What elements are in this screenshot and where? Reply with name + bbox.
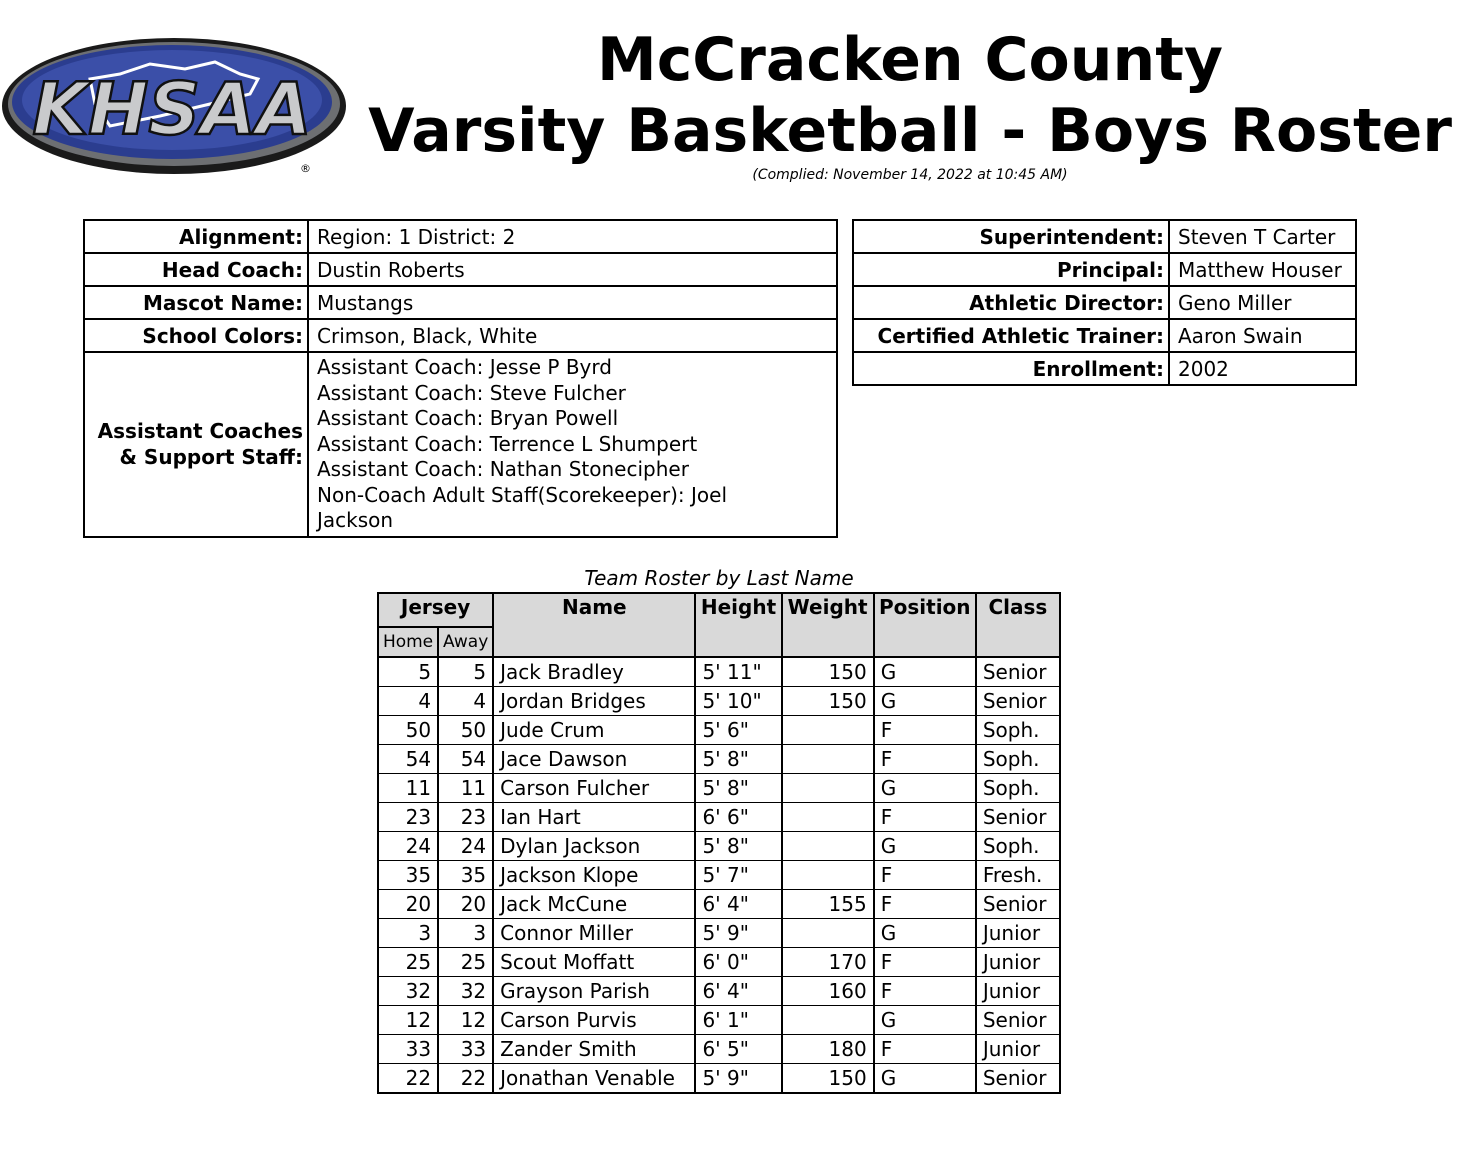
player-height: 5' 9" <box>695 1064 781 1094</box>
player-position: G <box>874 919 976 948</box>
player-name: Carson Purvis <box>493 1006 695 1035</box>
player-class: Soph. <box>976 774 1060 803</box>
player-weight <box>782 774 874 803</box>
player-weight: 170 <box>782 948 874 977</box>
info-row-mascot <box>84 286 837 319</box>
info-value: Crimson, Black, White <box>308 319 837 352</box>
info-value: Dustin Roberts <box>308 253 837 286</box>
page-subtitle: Varsity Basketball - Boys Roster <box>368 96 1452 166</box>
jersey-away: 12 <box>438 1006 493 1035</box>
col-header-home: Home <box>378 627 438 657</box>
info-row-athletic-director <box>853 286 1356 319</box>
info-label: School Colors: <box>84 319 308 352</box>
player-name: Jack McCune <box>493 890 695 919</box>
col-header-height: Height <box>695 593 781 657</box>
table-row <box>378 832 1060 861</box>
jersey-home: 35 <box>378 861 438 890</box>
player-class: Soph. <box>976 832 1060 861</box>
player-class: Senior <box>976 657 1060 687</box>
player-height: 5' 7" <box>695 861 781 890</box>
player-position: G <box>874 1064 976 1094</box>
player-name: Carson Fulcher <box>493 774 695 803</box>
info-row-trainer <box>853 319 1356 352</box>
logo-text: KHSAA <box>32 67 312 151</box>
jersey-home: 22 <box>378 1064 438 1094</box>
player-position: F <box>874 948 976 977</box>
info-row-staff <box>84 352 837 537</box>
info-value: 2002 <box>1169 352 1356 385</box>
table-row <box>378 687 1060 716</box>
player-height: 5' 11" <box>695 657 781 687</box>
info-row-alignment <box>84 220 837 253</box>
info-label: Alignment: <box>84 220 308 253</box>
info-value: Mustangs <box>308 286 837 319</box>
staff-label-line: & Support Staff: <box>119 445 303 470</box>
info-label: Principal: <box>853 253 1169 286</box>
info-value: Region: 1 District: 2 <box>308 220 837 253</box>
staff-list <box>308 352 837 537</box>
player-height: 5' 8" <box>695 774 781 803</box>
player-name: Jackson Klope <box>493 861 695 890</box>
table-row <box>378 803 1060 832</box>
jersey-away: 22 <box>438 1064 493 1094</box>
col-header-jersey: Jersey <box>378 593 493 627</box>
player-position: G <box>874 687 976 716</box>
roster-body <box>378 657 1060 1093</box>
jersey-home: 25 <box>378 948 438 977</box>
player-height: 5' 8" <box>695 745 781 774</box>
player-class: Senior <box>976 687 1060 716</box>
jersey-away: 20 <box>438 890 493 919</box>
info-row-head-coach <box>84 253 837 286</box>
jersey-away: 32 <box>438 977 493 1006</box>
player-weight: 150 <box>782 1064 874 1094</box>
player-position: F <box>874 1035 976 1064</box>
player-name: Jude Crum <box>493 716 695 745</box>
col-header-class: Class <box>976 593 1060 657</box>
info-value: Aaron Swain <box>1169 319 1356 352</box>
player-position: F <box>874 890 976 919</box>
khsaa-logo <box>0 34 350 179</box>
roster-table <box>377 592 1061 1094</box>
player-position: G <box>874 774 976 803</box>
player-position: F <box>874 803 976 832</box>
jersey-away: 3 <box>438 919 493 948</box>
player-class: Junior <box>976 948 1060 977</box>
player-class: Senior <box>976 1064 1060 1094</box>
compiled-date: (Complied: November 14, 2022 at 10:45 AM) <box>752 167 1068 183</box>
staff-item: Jackson <box>317 508 394 532</box>
staff-item: Assistant Coach: Steve Fulcher <box>317 380 626 405</box>
admin-info-table <box>852 219 1357 386</box>
jersey-away: 33 <box>438 1035 493 1064</box>
table-row <box>378 774 1060 803</box>
player-weight <box>782 745 874 774</box>
jersey-home: 33 <box>378 1035 438 1064</box>
player-class: Junior <box>976 919 1060 948</box>
roster-caption: Team Roster by Last Name <box>584 566 854 590</box>
jersey-home: 54 <box>378 745 438 774</box>
player-position: F <box>874 716 976 745</box>
staff-item: Assistant Coach: Bryan Powell <box>317 406 619 430</box>
info-value: Geno Miller <box>1169 286 1356 319</box>
player-weight <box>782 861 874 890</box>
player-height: 6' 1" <box>695 1006 781 1035</box>
jersey-home: 20 <box>378 890 438 919</box>
info-value: Matthew Houser <box>1169 253 1356 286</box>
table-row <box>378 745 1060 774</box>
school-info-table <box>83 219 838 538</box>
info-label: Athletic Director: <box>853 286 1169 319</box>
jersey-away: 35 <box>438 861 493 890</box>
player-name: Connor Miller <box>493 919 695 948</box>
jersey-home: 50 <box>378 716 438 745</box>
jersey-home: 3 <box>378 919 438 948</box>
player-class: Junior <box>976 977 1060 1006</box>
jersey-home: 24 <box>378 832 438 861</box>
player-weight: 180 <box>782 1035 874 1064</box>
player-weight <box>782 919 874 948</box>
jersey-home: 12 <box>378 1006 438 1035</box>
player-name: Scout Moffatt <box>493 948 695 977</box>
staff-item: Assistant Coach: Jesse P Byrd <box>317 355 612 379</box>
player-class: Soph. <box>976 716 1060 745</box>
player-class: Senior <box>976 1006 1060 1035</box>
player-name: Ian Hart <box>493 803 695 832</box>
player-class: Soph. <box>976 745 1060 774</box>
jersey-home: 32 <box>378 977 438 1006</box>
player-height: 5' 6" <box>695 716 781 745</box>
player-height: 6' 6" <box>695 803 781 832</box>
info-label: Superintendent: <box>853 220 1169 253</box>
player-position: F <box>874 861 976 890</box>
staff-item: Non-Coach Adult Staff(Scorekeeper): Joel <box>317 482 728 507</box>
player-class: Senior <box>976 890 1060 919</box>
table-row <box>378 1006 1060 1035</box>
jersey-away: 54 <box>438 745 493 774</box>
jersey-home: 5 <box>378 657 438 687</box>
col-header-away: Away <box>438 627 493 657</box>
player-weight <box>782 803 874 832</box>
table-row <box>378 716 1060 745</box>
table-row <box>378 977 1060 1006</box>
table-row <box>378 1064 1060 1094</box>
player-name: Zander Smith <box>493 1035 695 1064</box>
player-weight: 150 <box>782 657 874 687</box>
player-weight: 160 <box>782 977 874 1006</box>
player-class: Junior <box>976 1035 1060 1064</box>
info-label: Head Coach: <box>84 253 308 286</box>
info-row-principal <box>853 253 1356 286</box>
player-weight <box>782 1006 874 1035</box>
staff-label-line: Assistant Coaches <box>97 419 303 444</box>
col-header-weight: Weight <box>782 593 874 657</box>
player-height: 5' 10" <box>695 687 781 716</box>
table-row <box>378 919 1060 948</box>
jersey-home: 23 <box>378 803 438 832</box>
table-row <box>378 657 1060 687</box>
table-row <box>378 861 1060 890</box>
registered-mark: ® <box>300 162 311 175</box>
jersey-away: 4 <box>438 687 493 716</box>
player-position: G <box>874 832 976 861</box>
staff-label <box>84 352 308 537</box>
table-row <box>378 1035 1060 1064</box>
player-height: 6' 0" <box>695 948 781 977</box>
info-label: Certified Athletic Trainer: <box>853 319 1169 352</box>
jersey-away: 11 <box>438 774 493 803</box>
player-position: G <box>874 1006 976 1035</box>
player-position: G <box>874 657 976 687</box>
jersey-home: 4 <box>378 687 438 716</box>
player-class: Senior <box>976 803 1060 832</box>
player-height: 5' 8" <box>695 832 781 861</box>
player-height: 6' 5" <box>695 1035 781 1064</box>
player-weight: 150 <box>782 687 874 716</box>
jersey-away: 23 <box>438 803 493 832</box>
table-row <box>378 890 1060 919</box>
player-class: Fresh. <box>976 861 1060 890</box>
player-name: Grayson Parish <box>493 977 695 1006</box>
player-position: F <box>874 977 976 1006</box>
player-height: 6' 4" <box>695 890 781 919</box>
player-name: Jonathan Venable <box>493 1064 695 1094</box>
player-weight: 155 <box>782 890 874 919</box>
staff-item: Assistant Coach: Terrence L Shumpert <box>317 431 698 456</box>
player-name: Jordan Bridges <box>493 687 695 716</box>
col-header-name: Name <box>493 593 695 657</box>
player-name: Jack Bradley <box>493 657 695 687</box>
page-title: McCracken County <box>596 25 1223 95</box>
player-position: F <box>874 745 976 774</box>
info-row-superintendent <box>853 220 1356 253</box>
col-header-position: Position <box>874 593 976 657</box>
player-height: 6' 4" <box>695 977 781 1006</box>
player-height: 5' 9" <box>695 919 781 948</box>
jersey-away: 25 <box>438 948 493 977</box>
player-weight <box>782 832 874 861</box>
player-weight <box>782 716 874 745</box>
jersey-home: 11 <box>378 774 438 803</box>
info-row-colors <box>84 319 837 352</box>
info-label: Mascot Name: <box>84 286 308 319</box>
jersey-away: 50 <box>438 716 493 745</box>
info-label: Enrollment: <box>853 352 1169 385</box>
info-value: Steven T Carter <box>1169 220 1356 253</box>
jersey-away: 5 <box>438 657 493 687</box>
table-row <box>378 948 1060 977</box>
player-name: Dylan Jackson <box>493 832 695 861</box>
info-row-enrollment <box>853 352 1356 385</box>
player-name: Jace Dawson <box>493 745 695 774</box>
jersey-away: 24 <box>438 832 493 861</box>
staff-item: Assistant Coach: Nathan Stonecipher <box>317 457 689 481</box>
